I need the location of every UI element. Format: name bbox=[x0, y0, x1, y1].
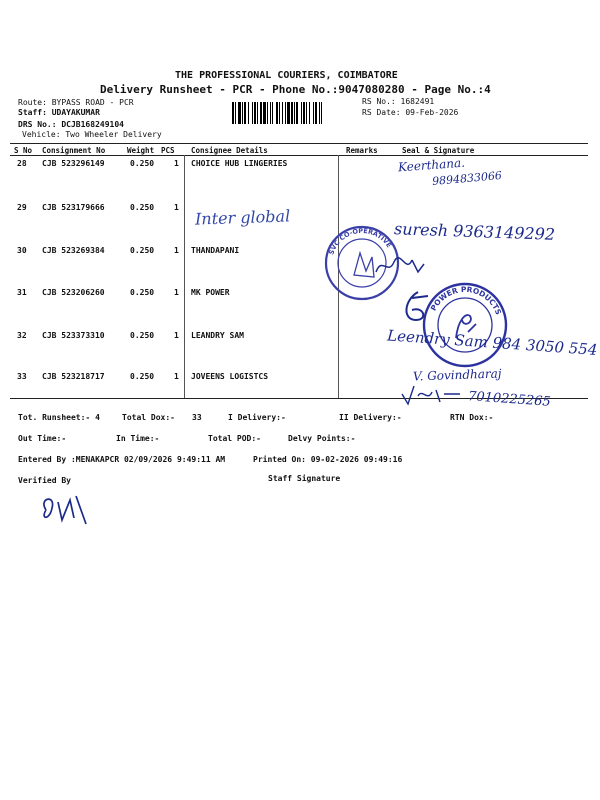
row-consignment: CJB 523296149 bbox=[42, 159, 105, 168]
row-sno: 31 bbox=[17, 288, 27, 297]
r30-signature-scribble bbox=[372, 252, 432, 282]
row-sno: 30 bbox=[17, 246, 27, 255]
barcode bbox=[232, 102, 360, 124]
runsheet-subtitle: Delivery Runsheet - PCR - Phone No.:9047080280 - Page No.:4 bbox=[100, 83, 491, 96]
row-pcs: 1 bbox=[174, 159, 179, 168]
rtn-dox: RTN Dox:- bbox=[450, 413, 494, 422]
col-consignment: Consignment No bbox=[42, 146, 106, 155]
r33-name-handwriting: V. Govindharaj bbox=[412, 366, 502, 384]
delvy-points: Delvy Points:- bbox=[288, 434, 356, 443]
r29-sign-handwriting: suresh 9363149292 bbox=[393, 219, 556, 244]
drs-info: DRS No.: DCJB168249104 bbox=[18, 120, 124, 129]
r33-phone-handwriting: 7010225265 bbox=[467, 389, 552, 410]
col-seal: Seal & Signature bbox=[402, 146, 475, 155]
i-delivery: I Delivery:- bbox=[228, 413, 286, 422]
row-consignee: LEANDRY SAM bbox=[191, 331, 244, 340]
row-sno: 33 bbox=[17, 372, 27, 381]
in-time: In Time:- bbox=[116, 434, 160, 443]
row-sno: 28 bbox=[17, 159, 27, 168]
entered-by: Entered By :MENAKAPCR 02/09/2026 9:49:11 AM bbox=[18, 455, 226, 464]
row-weight: 0.250 bbox=[130, 331, 155, 340]
r33-signature-scribble bbox=[400, 382, 470, 408]
total-dox-label: Total Dox:- bbox=[122, 413, 175, 422]
route-info: Route: BYPASS ROAD - PCR bbox=[18, 98, 134, 107]
row-consignee: MK POWER bbox=[191, 288, 230, 297]
row-consignee: JOVEENS LOGISTCS bbox=[191, 372, 269, 381]
row-consignment: CJB 523206260 bbox=[42, 288, 105, 297]
row-consignee: THANDAPANI bbox=[191, 246, 240, 255]
row-consignment: CJB 523269384 bbox=[42, 246, 105, 255]
rs-date: RS Date: 09-Feb-2026 bbox=[362, 108, 459, 117]
svg-text:POWER PRODUCTS bbox=[429, 285, 503, 316]
ii-delivery: II Delivery:- bbox=[339, 413, 402, 422]
table-header-rule bbox=[10, 155, 588, 156]
row-consignment: CJB 523179666 bbox=[42, 203, 105, 212]
row-pcs: 1 bbox=[174, 331, 179, 340]
row-sno: 32 bbox=[17, 331, 27, 340]
row-pcs: 1 bbox=[174, 372, 179, 381]
total-pod: Total POD:- bbox=[208, 434, 261, 443]
col-pcs: PCS bbox=[161, 146, 175, 155]
row-weight: 0.250 bbox=[130, 203, 155, 212]
total-runsheet: Tot. Runsheet:- 4 bbox=[18, 413, 100, 422]
col-sno: S No bbox=[14, 146, 33, 155]
row-consignee: CHOICE HUB LINGERIES bbox=[191, 159, 288, 168]
col-remarks: Remarks bbox=[346, 146, 378, 155]
r28-phone-handwriting: 9894833066 bbox=[431, 168, 503, 189]
stamp2-text: POWER PRODUCTS bbox=[428, 284, 504, 317]
row-weight: 0.250 bbox=[130, 159, 155, 168]
row-weight: 0.250 bbox=[130, 288, 155, 297]
row-sno: 29 bbox=[17, 203, 27, 212]
stamp1-text: SVC CO-OPERATIVE bbox=[327, 226, 394, 256]
row-weight: 0.250 bbox=[130, 246, 155, 255]
divider-consignee bbox=[184, 155, 185, 399]
company-title: THE PROFESSIONAL COURIERS, COIMBATORE bbox=[175, 70, 398, 81]
row-pcs: 1 bbox=[174, 203, 179, 212]
r28-name-handwriting: Keerthana. bbox=[397, 155, 466, 175]
staff-signature-label: Staff Signature bbox=[268, 474, 341, 483]
rs-number: RS No.: 1682491 bbox=[362, 97, 435, 106]
col-weight: Weight bbox=[127, 146, 155, 155]
out-time: Out Time:- bbox=[18, 434, 67, 443]
printed-on: Printed On: 09-02-2026 09:49:16 bbox=[253, 455, 403, 464]
total-dox-value: 33 bbox=[192, 413, 202, 422]
r32-sign-handwriting: Leendry Sam 984 3050 554 bbox=[386, 326, 598, 359]
vehicle-info: Vehicle: Two Wheeler Delivery bbox=[22, 130, 162, 139]
row-pcs: 1 bbox=[174, 288, 179, 297]
verified-signature bbox=[36, 490, 96, 530]
r29-consignee-handwriting: Inter global bbox=[194, 206, 291, 229]
r31-signature-scribble bbox=[398, 290, 438, 326]
col-consignee: Consignee Details bbox=[191, 146, 268, 155]
row-consignment: CJB 523373310 bbox=[42, 331, 105, 340]
staff-info: Staff: UDAYAKUMAR bbox=[18, 108, 100, 117]
row-weight: 0.250 bbox=[130, 372, 155, 381]
row-pcs: 1 bbox=[174, 246, 179, 255]
verified-by: Verified By bbox=[18, 476, 71, 485]
table-top-rule bbox=[10, 143, 588, 144]
row-consignment: CJB 523218717 bbox=[42, 372, 105, 381]
